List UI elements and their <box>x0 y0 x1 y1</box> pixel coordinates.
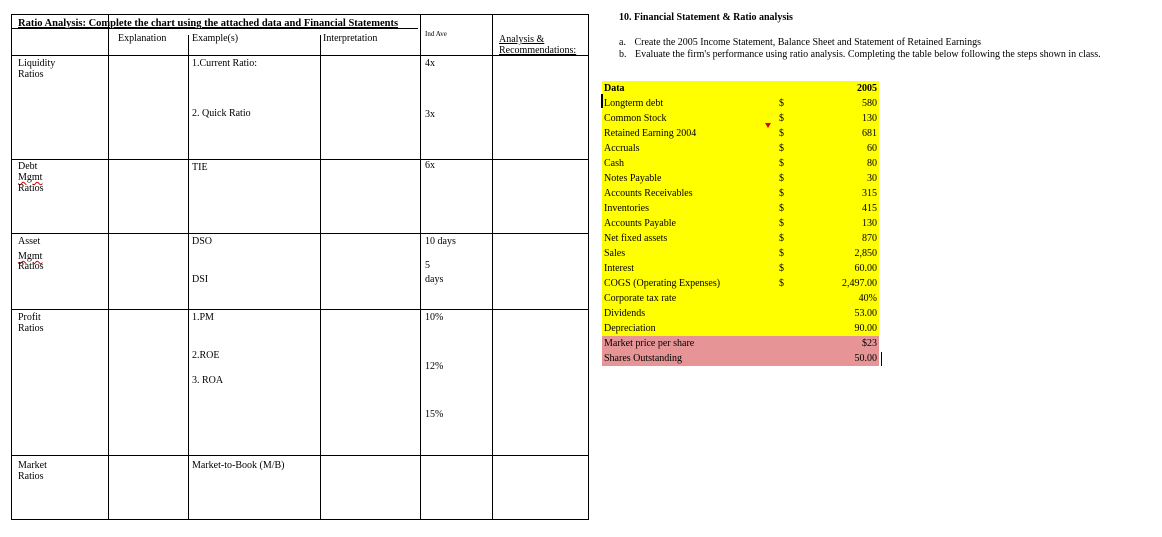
example-current-ratio: 1.Current Ratio: <box>192 58 257 69</box>
data-row-label: Interest <box>604 263 634 274</box>
data-row[interactable] <box>602 291 879 306</box>
column-divider <box>492 15 493 519</box>
ind-ave-roe: 12% <box>425 361 444 372</box>
header-recommendations: Recommendations: <box>499 45 577 56</box>
header-interpretation: Interpretation <box>323 33 378 44</box>
category-profit: Profit <box>18 312 41 323</box>
ind-ave-current: 4x <box>425 58 435 69</box>
instruction-a-marker: a. <box>619 37 626 48</box>
category-asset: Asset <box>18 236 41 247</box>
data-row-label: Market price per share <box>604 338 695 349</box>
comment-marker-icon[interactable] <box>765 123 771 128</box>
data-row-value: $23 <box>862 338 877 349</box>
data-row[interactable] <box>602 306 879 321</box>
category-asset-mgmt: Mgmt <box>18 251 43 262</box>
row-divider <box>12 309 588 310</box>
data-row-value: 2,850 <box>854 248 877 259</box>
data-row-value: 870 <box>862 233 877 244</box>
example-dsi: DSI <box>192 274 209 285</box>
row-divider <box>12 159 588 160</box>
category-market: Market <box>18 460 47 471</box>
instruction-b <box>619 49 1101 60</box>
data-row-value: 130 <box>862 218 877 229</box>
ind-ave-quick: 3x <box>425 109 435 120</box>
category-profit-sub: Ratios <box>18 323 44 334</box>
ind-ave-dsi-value: 5 <box>425 260 430 271</box>
data-row-label: Net fixed assets <box>604 233 668 244</box>
data-row-value: 50.00 <box>854 353 877 364</box>
ind-ave-dso: 10 days <box>425 236 456 247</box>
data-row[interactable] <box>602 321 879 336</box>
data-row-currency: $ <box>779 248 784 259</box>
data-row-label: Accounts Receivables <box>604 188 693 199</box>
data-row-value: 90.00 <box>854 323 877 334</box>
data-row-label: Corporate tax rate <box>604 293 677 304</box>
instruction-a-text: Create the 2005 Income Statement, Balance Sheet and Statement of Retained Earnings <box>634 37 982 48</box>
data-row[interactable] <box>602 126 879 141</box>
data-row-label: Common Stock <box>604 113 667 124</box>
table-title: Ratio Analysis: Complete the chart using the attached data and Financial Statements <box>18 18 399 29</box>
data-row-value: 315 <box>862 188 877 199</box>
column-divider <box>188 35 189 519</box>
data-row[interactable] <box>602 141 879 156</box>
data-row-label: Depreciation <box>604 323 656 334</box>
data-row-currency: $ <box>779 203 784 214</box>
ind-ave-dsi-unit: days <box>425 274 444 285</box>
data-row[interactable] <box>602 246 879 261</box>
data-row-currency: $ <box>779 173 784 184</box>
data-row-value: 60 <box>867 143 877 154</box>
data-row-currency: $ <box>779 278 784 289</box>
instruction-b-marker: b. <box>619 49 627 60</box>
data-row-label: COGS (Operating Expenses) <box>604 278 721 289</box>
ratio-analysis-table <box>11 14 589 520</box>
data-row-currency: $ <box>779 263 784 274</box>
data-row-value: 415 <box>862 203 877 214</box>
data-row[interactable] <box>602 261 879 276</box>
row-divider <box>12 455 588 456</box>
data-row-currency: $ <box>779 188 784 199</box>
data-row[interactable] <box>602 156 879 171</box>
example-quick-ratio: 2. Quick Ratio <box>192 108 251 119</box>
column-divider <box>108 15 109 519</box>
category-debt-mgmt: Mgmt <box>18 172 43 183</box>
data-row[interactable] <box>602 201 879 216</box>
data-row-value: 30 <box>867 173 877 184</box>
example-roa: 3. ROA <box>192 375 224 386</box>
data-row-currency: $ <box>779 113 784 124</box>
cell-edge-marker <box>881 352 882 366</box>
data-row-value: 580 <box>862 98 877 109</box>
ind-ave-tie: 6x <box>425 160 435 171</box>
header-explanation: Explanation <box>118 33 167 44</box>
instruction-b-text: Evaluate the firm's performance using ratio analysis. Completing the table below following the steps shown in class. <box>635 49 1101 60</box>
data-header-label: Data <box>604 83 625 94</box>
data-row-value: 681 <box>862 128 877 139</box>
data-row-value: 130 <box>862 113 877 124</box>
data-row-label: Longterm debt <box>604 98 664 109</box>
category-liquidity: Liquidity <box>18 58 56 69</box>
column-divider <box>420 15 421 519</box>
data-row[interactable] <box>602 276 879 291</box>
section-heading: 10. Financial Statement & Ratio analysis <box>619 12 793 23</box>
data-table-header <box>602 81 879 96</box>
data-header-year: 2005 <box>857 83 877 94</box>
data-row-currency: $ <box>779 98 784 109</box>
category-market-sub: Ratios <box>18 471 44 482</box>
data-row-label: Retained Earning 2004 <box>604 128 697 139</box>
data-row-label: Cash <box>604 158 624 169</box>
example-tie: TIE <box>192 162 208 173</box>
column-divider <box>320 35 321 519</box>
data-row-value: 53.00 <box>854 308 877 319</box>
data-row-value: 80 <box>867 158 877 169</box>
data-row-currency: $ <box>779 128 784 139</box>
data-row-currency: $ <box>779 218 784 229</box>
data-row[interactable] <box>602 216 879 231</box>
text-cursor <box>601 94 603 108</box>
data-row-value: 2,497.00 <box>842 278 877 289</box>
data-row-label: Accruals <box>604 143 640 154</box>
data-row[interactable] <box>602 231 879 246</box>
data-row[interactable] <box>602 111 879 126</box>
ind-ave-pm: 10% <box>425 312 444 323</box>
data-row-currency: $ <box>779 143 784 154</box>
category-debt-sub: Ratios <box>18 183 44 194</box>
example-mb: Market-to-Book (M/B) <box>192 460 285 471</box>
example-pm: 1.PM <box>192 312 214 323</box>
example-dso: DSO <box>192 236 213 247</box>
data-row-currency: $ <box>779 158 784 169</box>
header-examples: Example(s) <box>192 33 239 44</box>
data-row[interactable] <box>602 96 879 111</box>
data-row[interactable] <box>602 186 879 201</box>
data-row-label: Notes Payable <box>604 173 662 184</box>
data-row-value: 60.00 <box>854 263 877 274</box>
category-liquidity-sub: Ratios <box>18 69 44 80</box>
data-row[interactable] <box>602 171 879 186</box>
data-row-label: Inventories <box>604 203 649 214</box>
ind-ave-roa: 15% <box>425 409 444 420</box>
header-analysis: Analysis & <box>499 34 545 45</box>
example-roe: 2.ROE <box>192 350 220 361</box>
data-row-label: Dividends <box>604 308 646 319</box>
data-row-value: 40% <box>858 293 877 304</box>
header-ind-ave: Ind Ave <box>425 30 447 38</box>
data-row-label: Accounts Payable <box>604 218 676 229</box>
instruction-a <box>619 37 981 48</box>
data-row[interactable] <box>602 336 879 351</box>
data-row[interactable] <box>602 351 879 366</box>
data-row-label: Shares Outstanding <box>604 353 683 364</box>
row-divider <box>12 233 588 234</box>
data-row-label: Sales <box>604 248 626 259</box>
data-row-currency: $ <box>779 233 784 244</box>
category-debt: Debt <box>18 161 38 172</box>
category-asset-sub: Ratios <box>18 261 44 272</box>
